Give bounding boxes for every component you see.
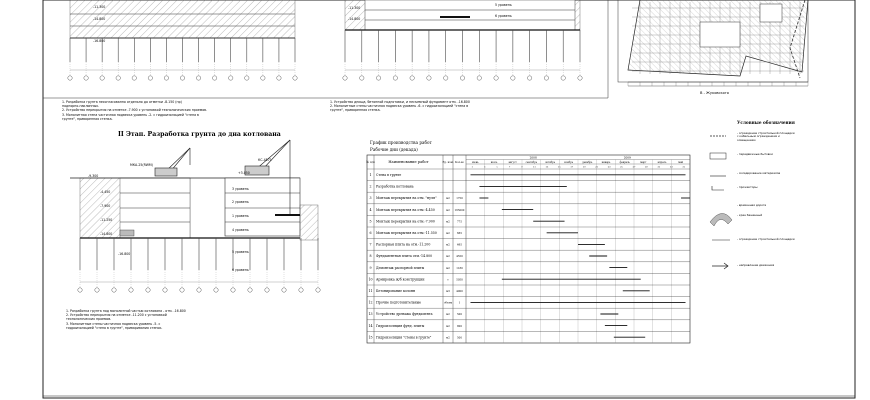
- crane-left: [155, 148, 190, 176]
- legend-item-1: - ограждение строительной площадки с кабельным ограждением и освещением: [737, 131, 795, 142]
- site-plan: [618, 0, 808, 86]
- row-name: Фундаментная плита отм.-14.800: [376, 254, 433, 259]
- top-left-level-2: -14.800: [93, 17, 106, 21]
- row-unit: м3: [446, 290, 450, 293]
- axis-marker: [261, 76, 265, 80]
- top-left-note-4: 3. Монолитная стена частичная подвеска уровень -2. с гидроизоляцией "стена в грунте", приваренная стенка.: [62, 112, 199, 121]
- top-left-note-3: 2. Устройство перекрытия на отметке -7.900 с установкой технологических проемов.: [62, 108, 208, 113]
- row-qty: 800: [457, 324, 462, 328]
- schedule-decade: 21: [595, 165, 599, 169]
- axis-marker: [163, 288, 167, 292]
- axis-marker: [410, 76, 414, 80]
- stage2-floor-4: 4 уровень: [232, 228, 249, 232]
- axis-marker: [561, 76, 565, 80]
- top-mid-level-1: -11.300: [348, 6, 361, 10]
- schedule-decade: 3: [483, 165, 486, 169]
- stage2-floor-6: 6 уровень: [232, 268, 249, 272]
- row-unit: м2: [446, 336, 450, 340]
- header-name: Наименование работ: [388, 160, 429, 164]
- schedule-decade: 25: [620, 165, 623, 169]
- row-name: Распорная плита на отм.-11.200: [376, 242, 431, 247]
- legend-title: Условные обозначения: [737, 120, 795, 125]
- row-number: 15: [368, 335, 373, 340]
- legend-item-6: - кран башенный: [737, 213, 763, 217]
- axis-marker: [148, 76, 152, 80]
- axis-marker: [578, 76, 582, 80]
- row-qty: 1180: [456, 266, 463, 270]
- axis-marker: [116, 76, 120, 80]
- top-left-level-1: -11.300: [93, 5, 106, 9]
- row-unit: м2: [446, 232, 450, 235]
- row-number: 7: [369, 242, 372, 247]
- row-qty: 1: [458, 301, 461, 305]
- axis-marker: [376, 76, 380, 80]
- top-left-notes: [62, 100, 212, 121]
- schedule-title: График производства работ: [370, 140, 432, 145]
- row-name: Устройство дренажа фундамента: [376, 312, 433, 317]
- axis-marker: [229, 76, 233, 80]
- stage2-level-7: +3.050: [238, 171, 250, 175]
- row-name: Монтаж перекрытия на отм.-4.450: [376, 207, 435, 212]
- legend-item-7: - направление движения: [737, 263, 775, 267]
- schedule-decade: 15: [557, 165, 561, 169]
- axis-marker: [197, 288, 201, 292]
- row-unit: т: [447, 278, 449, 282]
- schedule-decade: 7: [508, 165, 511, 169]
- schedule-decade: 33: [669, 165, 673, 169]
- row-qty: 5050: [456, 278, 463, 282]
- schedule-month: сентябрь: [525, 161, 538, 164]
- crane2-label: КС-4571: [258, 158, 272, 162]
- row-qty: 4000: [456, 290, 463, 293]
- schedule-month: июль: [490, 161, 498, 164]
- schedule-month: август: [508, 161, 517, 164]
- axis-marker: [293, 76, 297, 80]
- row-number: 11: [368, 289, 373, 293]
- schedule-year: 2008: [529, 155, 537, 160]
- top-left-note-1: 1. Разработка грунта несогласованно отдельно до отметки -8.150 (пр): [62, 100, 182, 104]
- row-qty: 775: [457, 220, 462, 224]
- schedule-decade: 29: [645, 165, 648, 169]
- top-middle-section: [343, 0, 582, 80]
- axis-marker: [393, 76, 397, 80]
- legend-symbols: [710, 136, 732, 269]
- schedule-month: май: [678, 161, 684, 164]
- stage2-note-3: 3. Монолитные стены частичная подвеска уровень -5. с гидроизоляцией "стена в грунте", приваривания стенок.: [66, 321, 163, 330]
- header-unit: Ед. изм.: [442, 161, 454, 164]
- schedule-month: январь: [601, 161, 611, 164]
- row-qty: 665: [457, 243, 462, 247]
- axis-marker: [95, 288, 99, 292]
- header-qty: Кол-во: [454, 161, 465, 164]
- top-mid-floor-1: 5 уровень: [495, 3, 512, 7]
- schedule-year: 2009: [623, 155, 631, 160]
- axis-marker: [544, 76, 548, 80]
- stage2-level-6: -16.800: [118, 252, 131, 256]
- row-name: Монтаж перекрытия на отм.-11.550: [376, 231, 437, 235]
- row-unit: м2: [446, 220, 450, 224]
- stage2-note-1: 1. Разработка грунта под монолитной частью котлована - отм. -16.800: [66, 309, 186, 313]
- axis-marker: [265, 288, 269, 292]
- stage2-level-5: -14.800: [100, 232, 113, 236]
- row-qty: 500: [457, 313, 462, 317]
- top-left-level-3: -16.800: [93, 39, 106, 43]
- row-number: 5: [369, 219, 372, 224]
- row-number: 1: [369, 173, 372, 177]
- axis-marker: [511, 76, 515, 80]
- row-number: 6: [369, 231, 372, 235]
- row-number: 9: [369, 265, 372, 270]
- axis-marker: [343, 76, 347, 80]
- row-number: 13: [368, 312, 373, 317]
- axis-marker: [460, 76, 464, 80]
- axis-marker: [248, 288, 252, 292]
- row-unit: м2: [446, 324, 450, 328]
- legend-item-3: - складирование материалов: [737, 171, 781, 175]
- top-mid-note-2: 2. Монолитные стены частичная подвеска уровень -6. с гидроизоляцией "стена в грунте", приваренная стенка.: [330, 104, 469, 113]
- row-name: Бетонирование колонн: [376, 289, 416, 293]
- stage2-floor-2: 2 уровень: [232, 200, 249, 204]
- axis-marker: [129, 288, 133, 292]
- row-unit: м2: [446, 243, 450, 247]
- axis-marker: [477, 76, 481, 80]
- row-number: 14: [368, 323, 373, 328]
- schedule-subtitle: Рабочие дни (декада): [370, 147, 418, 152]
- top-mid-note-1: 1. Устройство днища, бетонной подготовки, и несъемный фундамент отм. -16.800: [330, 100, 470, 104]
- stage2-floor-5: 5 уровень: [232, 250, 249, 254]
- axis-marker: [427, 76, 431, 80]
- row-unit: м2: [446, 313, 450, 317]
- axis-marker: [196, 76, 200, 80]
- top-left-note-2: подпорно-наклонных.: [62, 104, 100, 109]
- stage2-floor-1: 3 уровень: [232, 187, 249, 191]
- axis-marker: [299, 288, 303, 292]
- row-name: Разработка котлована: [376, 184, 414, 189]
- schedule-month: декабрь: [582, 161, 593, 164]
- stage2-level-3: -7.900: [100, 204, 111, 208]
- schedule-decade: 31: [657, 165, 661, 169]
- schedule-month: апрель: [657, 161, 667, 164]
- schedule-month: октябрь: [544, 161, 556, 164]
- axis-marker: [100, 76, 104, 80]
- row-qty: 165000: [454, 208, 465, 212]
- stage2-level-1: -9.300: [88, 174, 99, 178]
- axis-marker: [494, 76, 498, 80]
- schedule-decade: 11: [533, 165, 536, 169]
- schedule-month: февраль: [619, 161, 630, 164]
- axis-marker: [245, 76, 249, 80]
- row-name: Демонтаж распорной плиты: [376, 265, 425, 270]
- axis-marker: [112, 288, 116, 292]
- schedule-decade: 19: [582, 165, 586, 169]
- schedule-month: июнь: [472, 161, 479, 164]
- row-name: Гидроизоляция фунд. плиты: [376, 323, 425, 328]
- legend-item-5: - временная дорога: [737, 203, 767, 207]
- header-num: № п/п: [366, 160, 375, 164]
- legend-item-2: - передвижные бытовки: [737, 152, 773, 156]
- row-qty: 665: [457, 232, 462, 235]
- axis-marker: [527, 76, 531, 80]
- top-mid-level-2: -14.800: [348, 17, 361, 21]
- axis-marker: [180, 288, 184, 292]
- stage2-section: [70, 140, 320, 292]
- axis-marker: [132, 76, 136, 80]
- axis-marker: [360, 76, 364, 80]
- axis-marker: [78, 288, 82, 292]
- row-number: 8: [369, 254, 372, 259]
- stage2-title: II Этап. Разработка грунта до дна котлована: [118, 131, 281, 138]
- axis-marker: [146, 288, 150, 292]
- row-unit: объем: [443, 301, 453, 305]
- row-unit: м2: [446, 266, 450, 270]
- row-unit: м2: [446, 197, 450, 201]
- row-number: 10: [368, 277, 373, 282]
- stage2-level-2: -4.450: [100, 190, 111, 194]
- axis-marker: [164, 76, 168, 80]
- row-number: 4: [369, 207, 372, 212]
- row-name: Стена в грунте: [376, 173, 402, 177]
- row-name: Монтаж перекрытия на отм.-7.900: [376, 219, 435, 224]
- row-name: Гидроизоляция "стены в грунте": [376, 335, 432, 340]
- schedule-decade: 17: [570, 165, 574, 169]
- row-name: Армировка ж/б конструкции: [376, 277, 425, 282]
- schedule-decade: 9: [521, 165, 523, 169]
- row-number: 3: [369, 196, 372, 201]
- row-qty: 4550: [456, 255, 463, 259]
- stage2-note-2: 2. Устройство перекрытия на отметке -11.200 с установкой технологических проемов.: [66, 313, 167, 322]
- stage2-notes: [66, 309, 186, 330]
- row-name: Монтаж перекрытия на отм. "нуля": [376, 196, 437, 201]
- top-mid-notes: [330, 100, 480, 113]
- stage2-floor-3: 1 уровень: [232, 214, 249, 218]
- axis-marker: [68, 76, 72, 80]
- row-qty: 500: [457, 336, 462, 340]
- row-unit: м2: [446, 208, 450, 212]
- top-mid-floor-2: 6 уровень: [495, 14, 512, 18]
- row-qty: 1750: [456, 197, 463, 201]
- axis-marker: [444, 76, 448, 80]
- axis-marker: [282, 288, 286, 292]
- row-number: 2: [369, 184, 372, 189]
- axis-marker: [231, 288, 235, 292]
- schedule-month: ноябрь: [564, 161, 574, 164]
- schedule-decade: 35: [682, 165, 686, 169]
- axis-marker: [277, 76, 281, 80]
- axis-marker: [316, 288, 320, 292]
- row-name: Прочие подготовительные: [376, 300, 422, 305]
- schedule-decade: 1: [471, 165, 473, 169]
- crane1-label: МКА-25(RWM): [130, 163, 153, 167]
- axis-marker: [180, 76, 184, 80]
- axis-marker: [84, 76, 88, 80]
- schedule-decade: 23: [607, 165, 611, 169]
- schedule-decade: 5: [496, 165, 498, 169]
- row-unit: м2: [446, 255, 450, 259]
- legend-item-4: - прожекторы: [737, 185, 758, 189]
- stage2-level-4: -11.250: [100, 218, 113, 222]
- row-number: 12: [368, 300, 373, 305]
- schedule-decade: 13: [545, 165, 549, 169]
- axis-marker: [214, 288, 218, 292]
- legend-item-8: - ограждение строительной площадки: [737, 237, 795, 241]
- schedule-month: март: [640, 161, 647, 164]
- schedule-decade: 27: [632, 165, 636, 169]
- schedule-table: [366, 155, 690, 343]
- axis-marker: [212, 76, 216, 80]
- plan-caption: В - Жуковского: [700, 91, 729, 95]
